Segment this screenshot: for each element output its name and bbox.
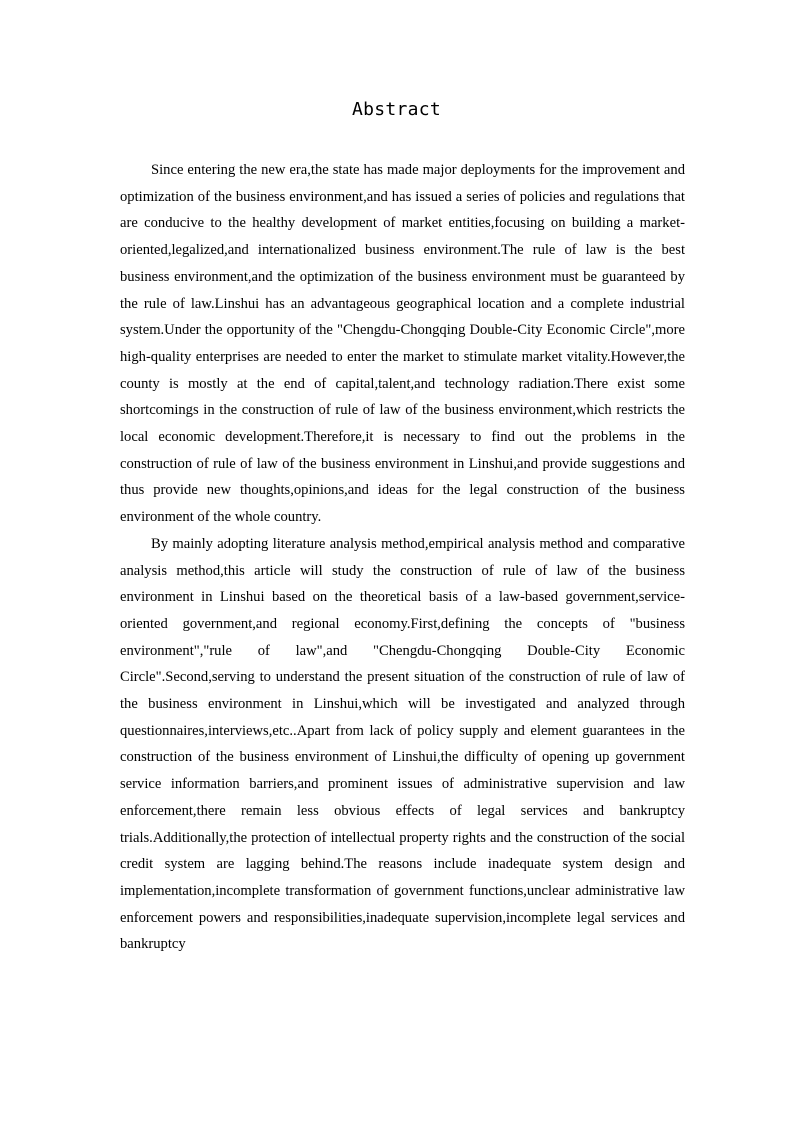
abstract-paragraph-2: By mainly adopting literature analysis method,empirical analysis method and comparative analysis method,this article will study the construction of rule of law of the business environment in Linshui based on the theoretical basis of a law-based government,service-oriented government,and regional economy.First,defining the concepts of "business environment","rule of law",and "Chengdu-Chongqing Double-City Economic Circle".Second,serving to understand the present situation of the construction of rule of law of the business environment in Linshui,which will be investigated and analyzed through questionnaires,interviews,etc..Apart from lack of policy supply and element guarantees in the construction of the business environment of Linshui,the difficulty of opening up government service information barriers,and prominent issues of administrative supervision and law enforcement,there remain less obvious effects of legal services and bankruptcy trials.Additionally,the protection of intellectual property rights and the construction of the social credit system are lagging behind.The reasons include inadequate system design and implementation,incomplete transformation of government functions,unclear administrative law enforcement powers and responsibilities,inadequate supervision,incomplete legal services and bankruptcy bbox=[120, 535, 685, 953]
abstract-body bbox=[120, 157, 685, 958]
abstract-paragraph-1: Since entering the new era,the state has made major deployments for the improvement and optimization of the business environment,and has issued a series of policies and regulations that are conducive to the healthy development of market entities,focusing on building a market-oriented,legalized,and internationalized business environment.The rule of law is the best business environment,and the optimization of the business environment must be guaranteed by the rule of law.Linshui has an advantageous geographical location and a complete industrial system.Under the opportunity of the "Chengdu-Chongqing Double-City Economic Circle",more high-quality enterprises are needed to enter the market to stimulate market vitality.However,the county is mostly at the end of capital,talent,and technology radiation.There exist some shortcomings in the construction of rule of law of the business environment,which restricts the local economic development.Therefore,it is necessary to find out the problems in the construction of rule of law of the business environment in Linshui,and provide suggestions and thus provide new thoughts,opinions,and ideas for the legal construction of the business environment of the whole country. bbox=[120, 162, 685, 526]
page-title: Abstract bbox=[351, 99, 442, 120]
